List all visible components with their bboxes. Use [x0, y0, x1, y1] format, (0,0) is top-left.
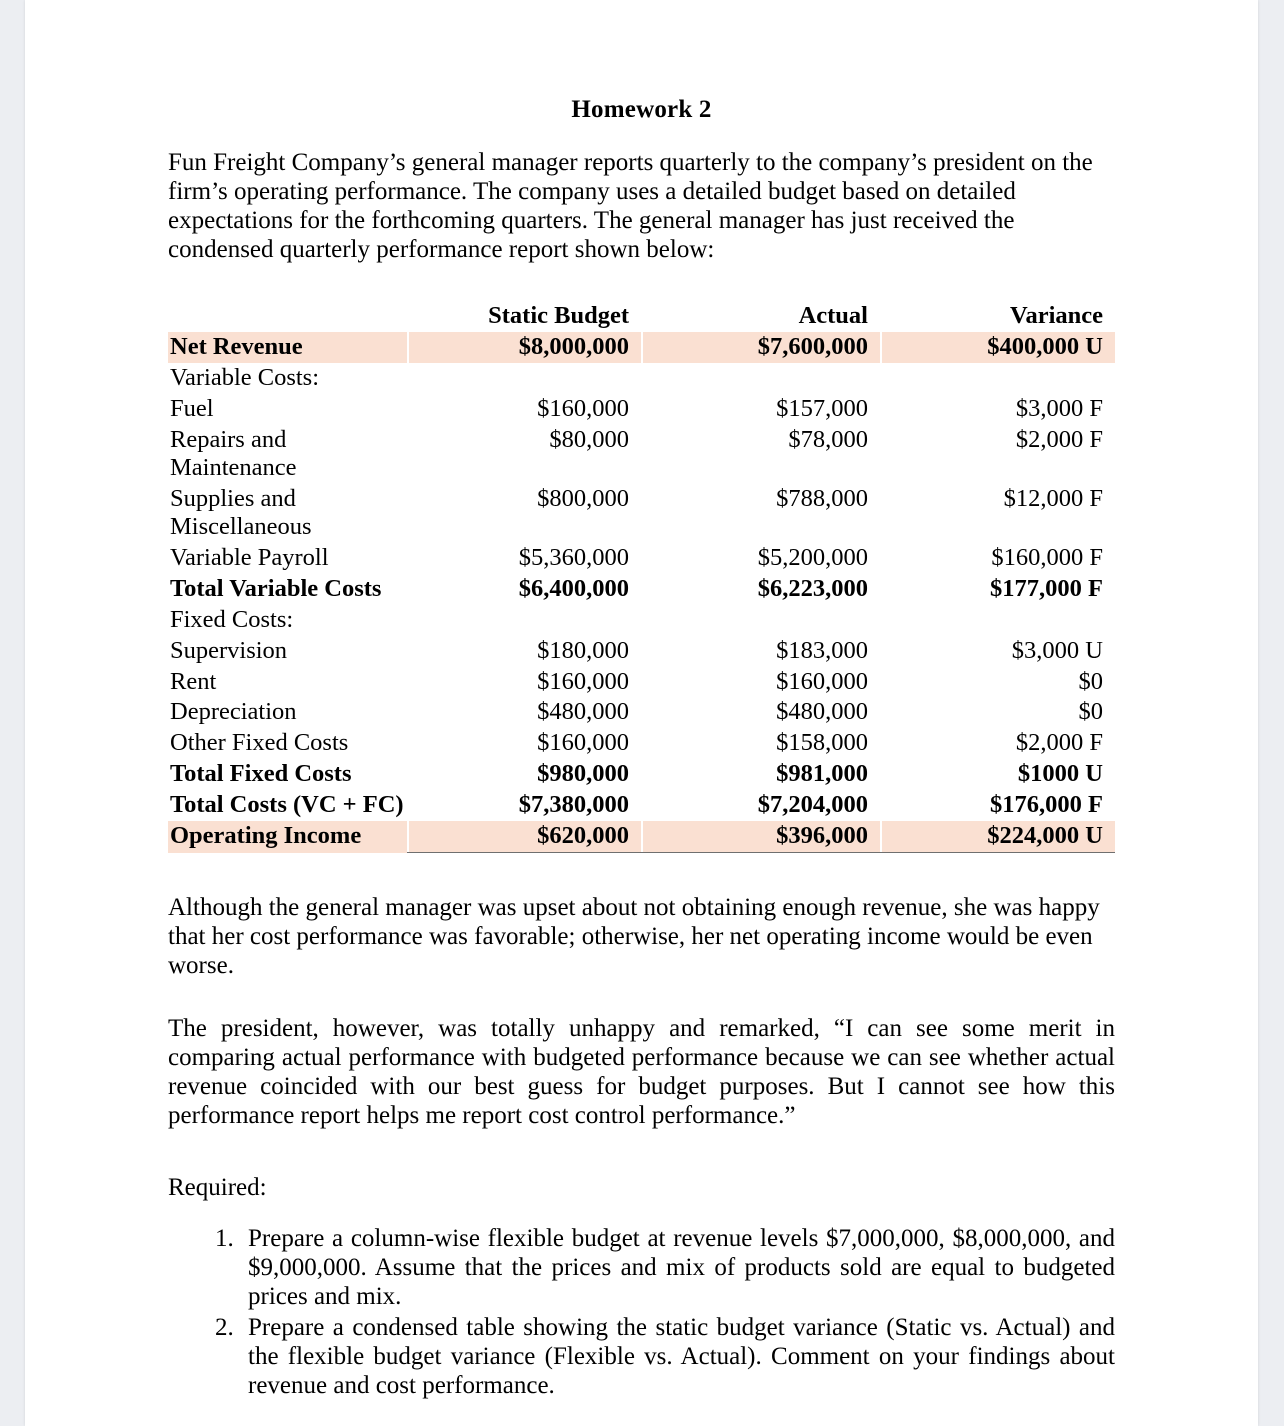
- cell-actual-depreciation: $480,000: [776, 698, 868, 726]
- cell-static-total-variable-costs: $6,400,000: [518, 574, 629, 602]
- row-label-fuel: Fuel: [170, 395, 214, 423]
- cell-variance-total-fixed-costs: $1000 U: [1017, 760, 1103, 788]
- cell-static-fuel: $160,000: [537, 395, 629, 423]
- table-row: [168, 574, 1115, 605]
- table-row: [168, 605, 1115, 636]
- cell-actual-supervision: $183,000: [776, 636, 868, 664]
- table-row: [168, 790, 1115, 821]
- cell-actual-total-variable-costs: $6,223,000: [757, 574, 868, 602]
- paragraph-president-remark: The president, however, was totally unhappy and remarked, “I can see some merit in comparing actual performance with budgeted performance because we can see whether actual revenue coincided with our best guess for budget purposes. But I cannot see how this performance report helps me report cost control performance.”: [168, 1015, 1115, 1130]
- cell-actual-operating-income: $396,000: [641, 821, 880, 852]
- cell-actual-net-revenue: $7,600,000: [641, 332, 880, 363]
- cell-static-variable-costs: [407, 363, 641, 394]
- cell-actual-fuel: $157,000: [776, 395, 868, 423]
- cell-static-variable-payroll: $5,360,000: [518, 543, 629, 571]
- table-row: [168, 728, 1115, 759]
- table-header-row: [168, 298, 1115, 333]
- table-row: [168, 759, 1115, 790]
- cell-actual-total-costs: $7,204,000: [757, 791, 868, 819]
- document-content: [168, 0, 1115, 1402]
- cell-actual-rent: $160,000: [776, 667, 868, 695]
- row-label-repairs-and-maintenance: Repairs and Maintenance: [170, 426, 297, 482]
- row-label-depreciation: Depreciation: [170, 698, 297, 726]
- table-row: [168, 543, 1115, 574]
- cell-actual-fixed-costs: [641, 605, 880, 636]
- table-row: [168, 484, 1115, 543]
- cell-actual-variable-payroll: $5,200,000: [757, 543, 868, 571]
- list-item: 1. Prepare a column-wise flexible budget at revenue levels $7,000,000, $8,000,000, and $9,000,000. Assume that the prices and mix of products sold are equal to budgeted prices and mix.: [240, 1224, 1115, 1311]
- cell-static-depreciation: $480,000: [537, 698, 629, 726]
- cell-variance-total-costs: $176,000 F: [990, 791, 1103, 819]
- column-header-blank: [168, 298, 407, 333]
- cell-variance-net-revenue: $400,000 U: [880, 332, 1115, 363]
- row-label-supplies-and-miscellaneous: Supplies and Miscellaneous: [170, 485, 312, 540]
- cell-variance-operating-income: $224,000 U: [880, 821, 1115, 852]
- performance-report-table: [168, 298, 1115, 854]
- cell-variance-depreciation: $0: [1078, 698, 1103, 726]
- row-label-rent: Rent: [170, 667, 217, 695]
- document-page: [25, 0, 1258, 1426]
- cell-variance-variable-payroll: $160,000 F: [991, 543, 1103, 571]
- cell-variance-fuel: $3,000 F: [1015, 395, 1103, 423]
- table-row: [168, 394, 1115, 425]
- cell-static-operating-income: $620,000: [407, 821, 641, 852]
- cell-variance-supplies-and-miscellaneous: $12,000 F: [1003, 485, 1103, 513]
- cell-variance-supervision: $3,000 U: [1011, 636, 1103, 664]
- row-label-total-fixed-costs: Total Fixed Costs: [170, 760, 352, 788]
- required-list: [168, 1224, 1115, 1400]
- row-label-operating-income: Operating Income: [168, 821, 407, 852]
- cell-static-supervision: $180,000: [537, 636, 629, 664]
- table-row: [168, 697, 1115, 728]
- row-label-total-variable-costs: Total Variable Costs: [170, 574, 382, 602]
- cell-variance-fixed-costs: [880, 605, 1115, 636]
- cell-static-repairs-and-maintenance: $80,000: [549, 426, 629, 454]
- table-row: [168, 821, 1115, 852]
- cell-static-other-fixed-costs: $160,000: [537, 729, 629, 757]
- row-label-total-costs: Total Costs (VC + FC): [170, 791, 404, 819]
- column-header-variance: Variance: [1010, 301, 1103, 329]
- cell-static-rent: $160,000: [537, 667, 629, 695]
- table-row: [168, 363, 1115, 394]
- row-label-fixed-costs: Fixed Costs:: [170, 605, 294, 633]
- cell-variance-rent: $0: [1078, 667, 1103, 695]
- cell-actual-repairs-and-maintenance: $78,000: [788, 426, 868, 454]
- column-header-actual: Actual: [798, 301, 868, 329]
- cell-static-supplies-and-miscellaneous: $800,000: [537, 485, 629, 513]
- cell-variance-variable-costs: [880, 363, 1115, 394]
- row-label-variable-costs: Variable Costs:: [170, 364, 320, 392]
- cell-static-total-costs: $7,380,000: [518, 791, 629, 819]
- list-item: 2. Prepare a condensed table showing the static budget variance (Static vs. Actual) and the flexible budget variance (Flexible vs. Actual). Comment on your findings about revenue and cost performance.: [240, 1313, 1115, 1400]
- row-label-net-revenue: Net Revenue: [168, 332, 407, 363]
- table-row: [168, 636, 1115, 667]
- table-row: [168, 667, 1115, 698]
- paragraph-manager-reaction: Although the general manager was upset about not obtaining enough revenue, she was happy that her cost performance was favorable; otherwise, her net operating income would be even worse.: [168, 894, 1100, 980]
- intro-paragraph: Fun Freight Company’s general manager reports quarterly to the company’s president on the firm’s operating performance. The company uses a detailed budget based on detailed expectations for the forthcoming quarters. The general manager has just received the condensed quarterly performance report shown below:: [168, 148, 1093, 263]
- cell-variance-total-variable-costs: $177,000 F: [990, 574, 1103, 602]
- cell-static-fixed-costs: [407, 605, 641, 636]
- cell-actual-variable-costs: [641, 363, 880, 394]
- table-row: [168, 425, 1115, 484]
- cell-static-net-revenue: $8,000,000: [407, 332, 641, 363]
- row-label-variable-payroll: Variable Payroll: [170, 543, 329, 571]
- required-label: Required:: [168, 1174, 267, 1202]
- cell-variance-other-fixed-costs: $2,000 F: [1015, 729, 1103, 757]
- table-row: [168, 332, 1115, 363]
- cell-static-total-fixed-costs: $980,000: [537, 760, 629, 788]
- column-header-static-budget: Static Budget: [488, 301, 629, 329]
- cell-variance-repairs-and-maintenance: $2,000 F: [1015, 426, 1103, 454]
- page-title: Homework 2: [571, 96, 712, 123]
- performance-report-table-wrapper: [168, 298, 1115, 854]
- row-label-other-fixed-costs: Other Fixed Costs: [170, 729, 349, 757]
- row-label-supervision: Supervision: [170, 636, 288, 664]
- cell-actual-total-fixed-costs: $981,000: [776, 760, 868, 788]
- cell-actual-other-fixed-costs: $158,000: [776, 729, 868, 757]
- cell-actual-supplies-and-miscellaneous: $788,000: [776, 485, 868, 513]
